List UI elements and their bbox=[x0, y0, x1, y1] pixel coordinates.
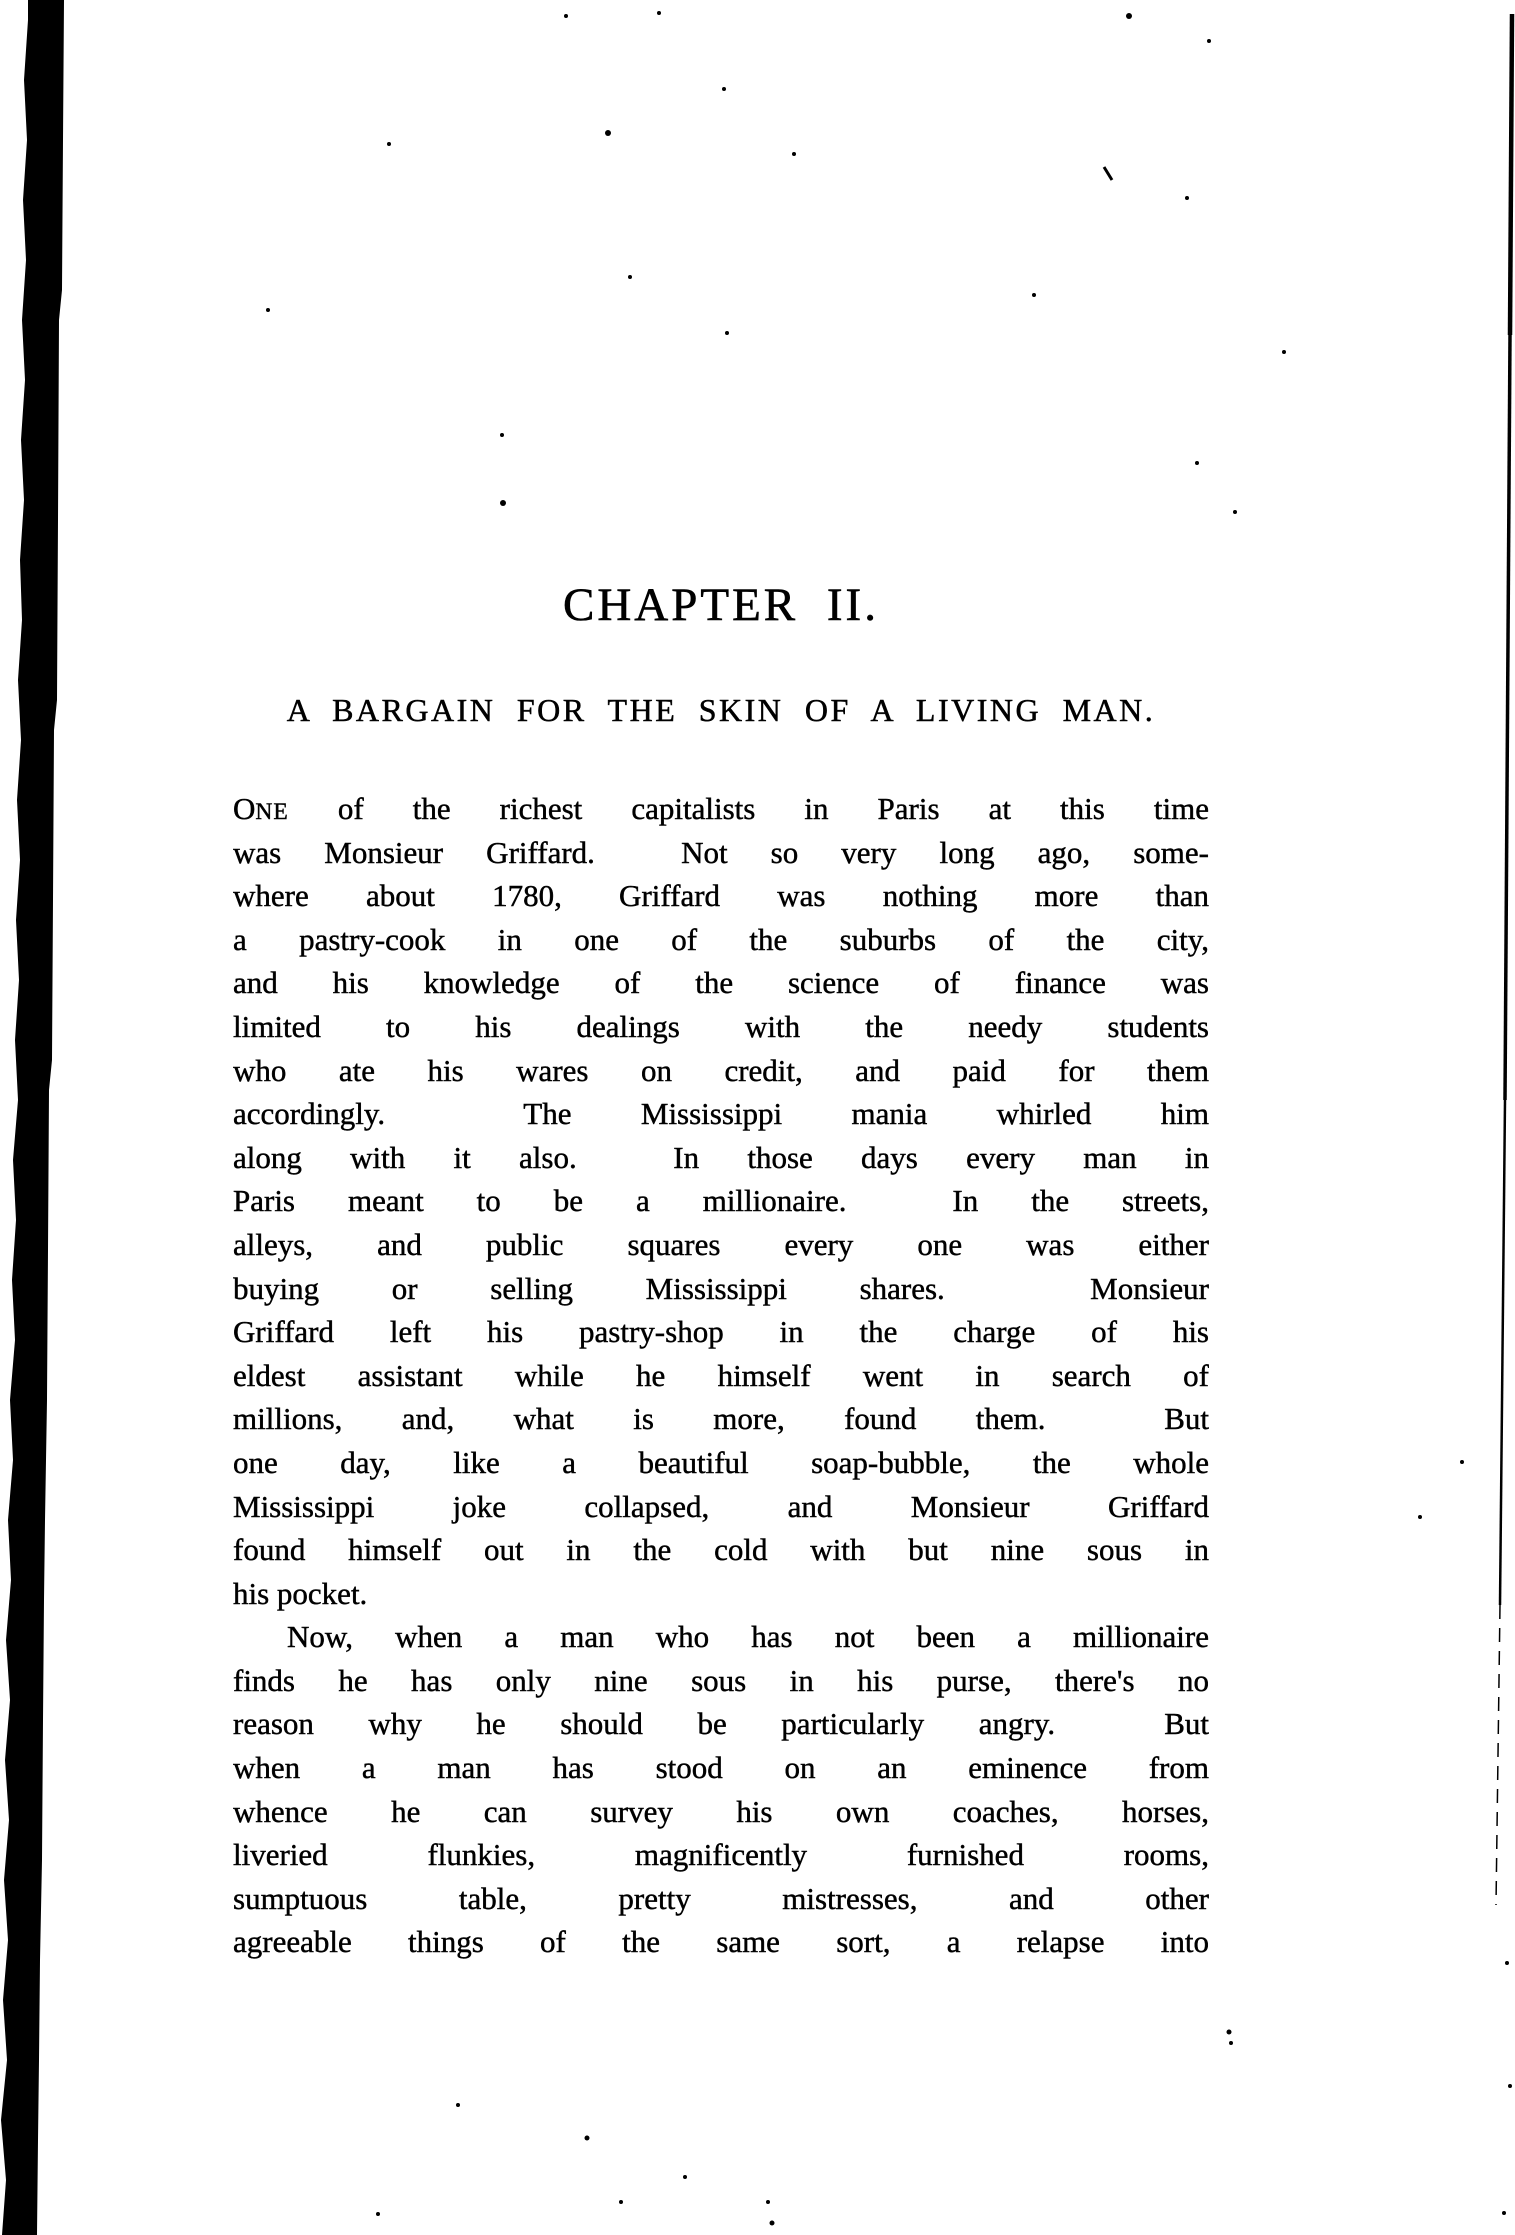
chapter-subtitle: A BARGAIN FOR THE SKIN OF A LIVING MAN. bbox=[286, 692, 1156, 728]
body-line: Griffard left his pastry-shop in the charge of his bbox=[233, 1314, 1209, 1350]
body-line: finds he has only nine sous in his purse, there's no bbox=[233, 1662, 1209, 1698]
body-line: alleys, and public squares every one was either bbox=[233, 1226, 1209, 1262]
body-line: found himself out in the cold with but nine sous in bbox=[233, 1532, 1209, 1568]
body-line: liveried flunkies, magnificently furnished rooms, bbox=[233, 1837, 1209, 1873]
ink-speck bbox=[500, 500, 506, 506]
body-line: ONE of the richest capitalists in Paris at this time bbox=[233, 791, 1209, 826]
ink-speck bbox=[628, 275, 632, 279]
body-line: along with it also. In those days every man in bbox=[233, 1139, 1209, 1175]
body-line: sumptuous table, pretty mistresses, and other bbox=[233, 1880, 1209, 1916]
ink-speck bbox=[766, 2200, 770, 2204]
body-line: a pastry-cook in one of the suburbs of the city, bbox=[233, 921, 1209, 957]
ink-speck bbox=[1032, 293, 1036, 297]
ink-speck bbox=[1126, 13, 1132, 19]
ink-speck bbox=[605, 130, 611, 136]
body-line: millions, and, what is more, found them. But bbox=[233, 1401, 1209, 1437]
ink-speck bbox=[1418, 1515, 1422, 1519]
ink-speck bbox=[376, 2212, 380, 2216]
body-line: accordingly. The Mississippi mania whirled him bbox=[233, 1096, 1209, 1132]
ink-speck bbox=[1505, 1961, 1509, 1965]
ink-speck bbox=[657, 11, 661, 15]
body-line: Paris meant to be a millionaire. In the streets, bbox=[233, 1183, 1209, 1219]
ink-scratch bbox=[1104, 167, 1112, 180]
ink-speck bbox=[725, 331, 729, 335]
ink-speck bbox=[1207, 39, 1211, 43]
small-caps-lead: NE bbox=[255, 799, 289, 825]
body-line: where about 1780, Griffard was nothing more than bbox=[233, 878, 1209, 914]
ink-speck bbox=[1229, 2041, 1233, 2045]
body-line: reason why he should be particularly angry. But bbox=[233, 1706, 1209, 1742]
ink-speck bbox=[266, 308, 270, 312]
ink-speck bbox=[564, 14, 568, 18]
body-line: limited to his dealings with the needy students bbox=[233, 1008, 1209, 1044]
body-line: his pocket. bbox=[233, 1575, 368, 1611]
body-line: whence he can survey his own coaches, horses, bbox=[233, 1793, 1209, 1829]
body-line: buying or selling Mississippi shares. Monsieur bbox=[233, 1270, 1209, 1306]
body-line: who ate his wares on credit, and paid for them bbox=[233, 1052, 1209, 1088]
ink-speck bbox=[1508, 2084, 1512, 2088]
ink-speck bbox=[770, 2221, 775, 2226]
ink-speck bbox=[1282, 350, 1286, 354]
ink-speck bbox=[722, 87, 726, 91]
body-line: one day, like a beautiful soap-bubble, the whole bbox=[233, 1444, 1209, 1480]
body-text bbox=[233, 787, 1209, 1964]
body-line: Mississippi joke collapsed, and Monsieur Griffard bbox=[233, 1488, 1209, 1524]
page-edge-line bbox=[1496, 14, 1512, 1905]
book-gutter-shadow bbox=[1, 0, 64, 2235]
body-line: Now, when a man who has not been a millionaire bbox=[287, 1619, 1209, 1655]
ink-speck bbox=[1233, 510, 1237, 514]
ink-speck bbox=[683, 2175, 687, 2179]
ink-speck bbox=[500, 433, 504, 437]
ink-speck bbox=[1460, 1460, 1464, 1464]
body-line: agreeable things of the same sort, a relapse into bbox=[233, 1924, 1209, 1960]
ink-speck bbox=[387, 142, 391, 146]
ink-speck bbox=[585, 2136, 590, 2141]
ink-speck bbox=[1502, 2211, 1506, 2215]
ink-speck bbox=[619, 2200, 623, 2204]
chapter-heading: CHAPTER II. bbox=[563, 579, 879, 631]
ink-speck bbox=[1185, 196, 1189, 200]
ink-speck bbox=[456, 2103, 460, 2107]
body-line: and his knowledge of the science of finance was bbox=[233, 965, 1209, 1001]
ink-speck bbox=[1195, 461, 1199, 465]
body-line: when a man has stood on an eminence from bbox=[233, 1750, 1209, 1786]
ink-speck bbox=[792, 152, 796, 156]
ink-speck bbox=[1227, 2030, 1232, 2035]
body-line: was Monsieur Griffard. Not so very long ago, some- bbox=[233, 834, 1209, 870]
body-line: eldest assistant while he himself went in search of bbox=[233, 1357, 1209, 1393]
